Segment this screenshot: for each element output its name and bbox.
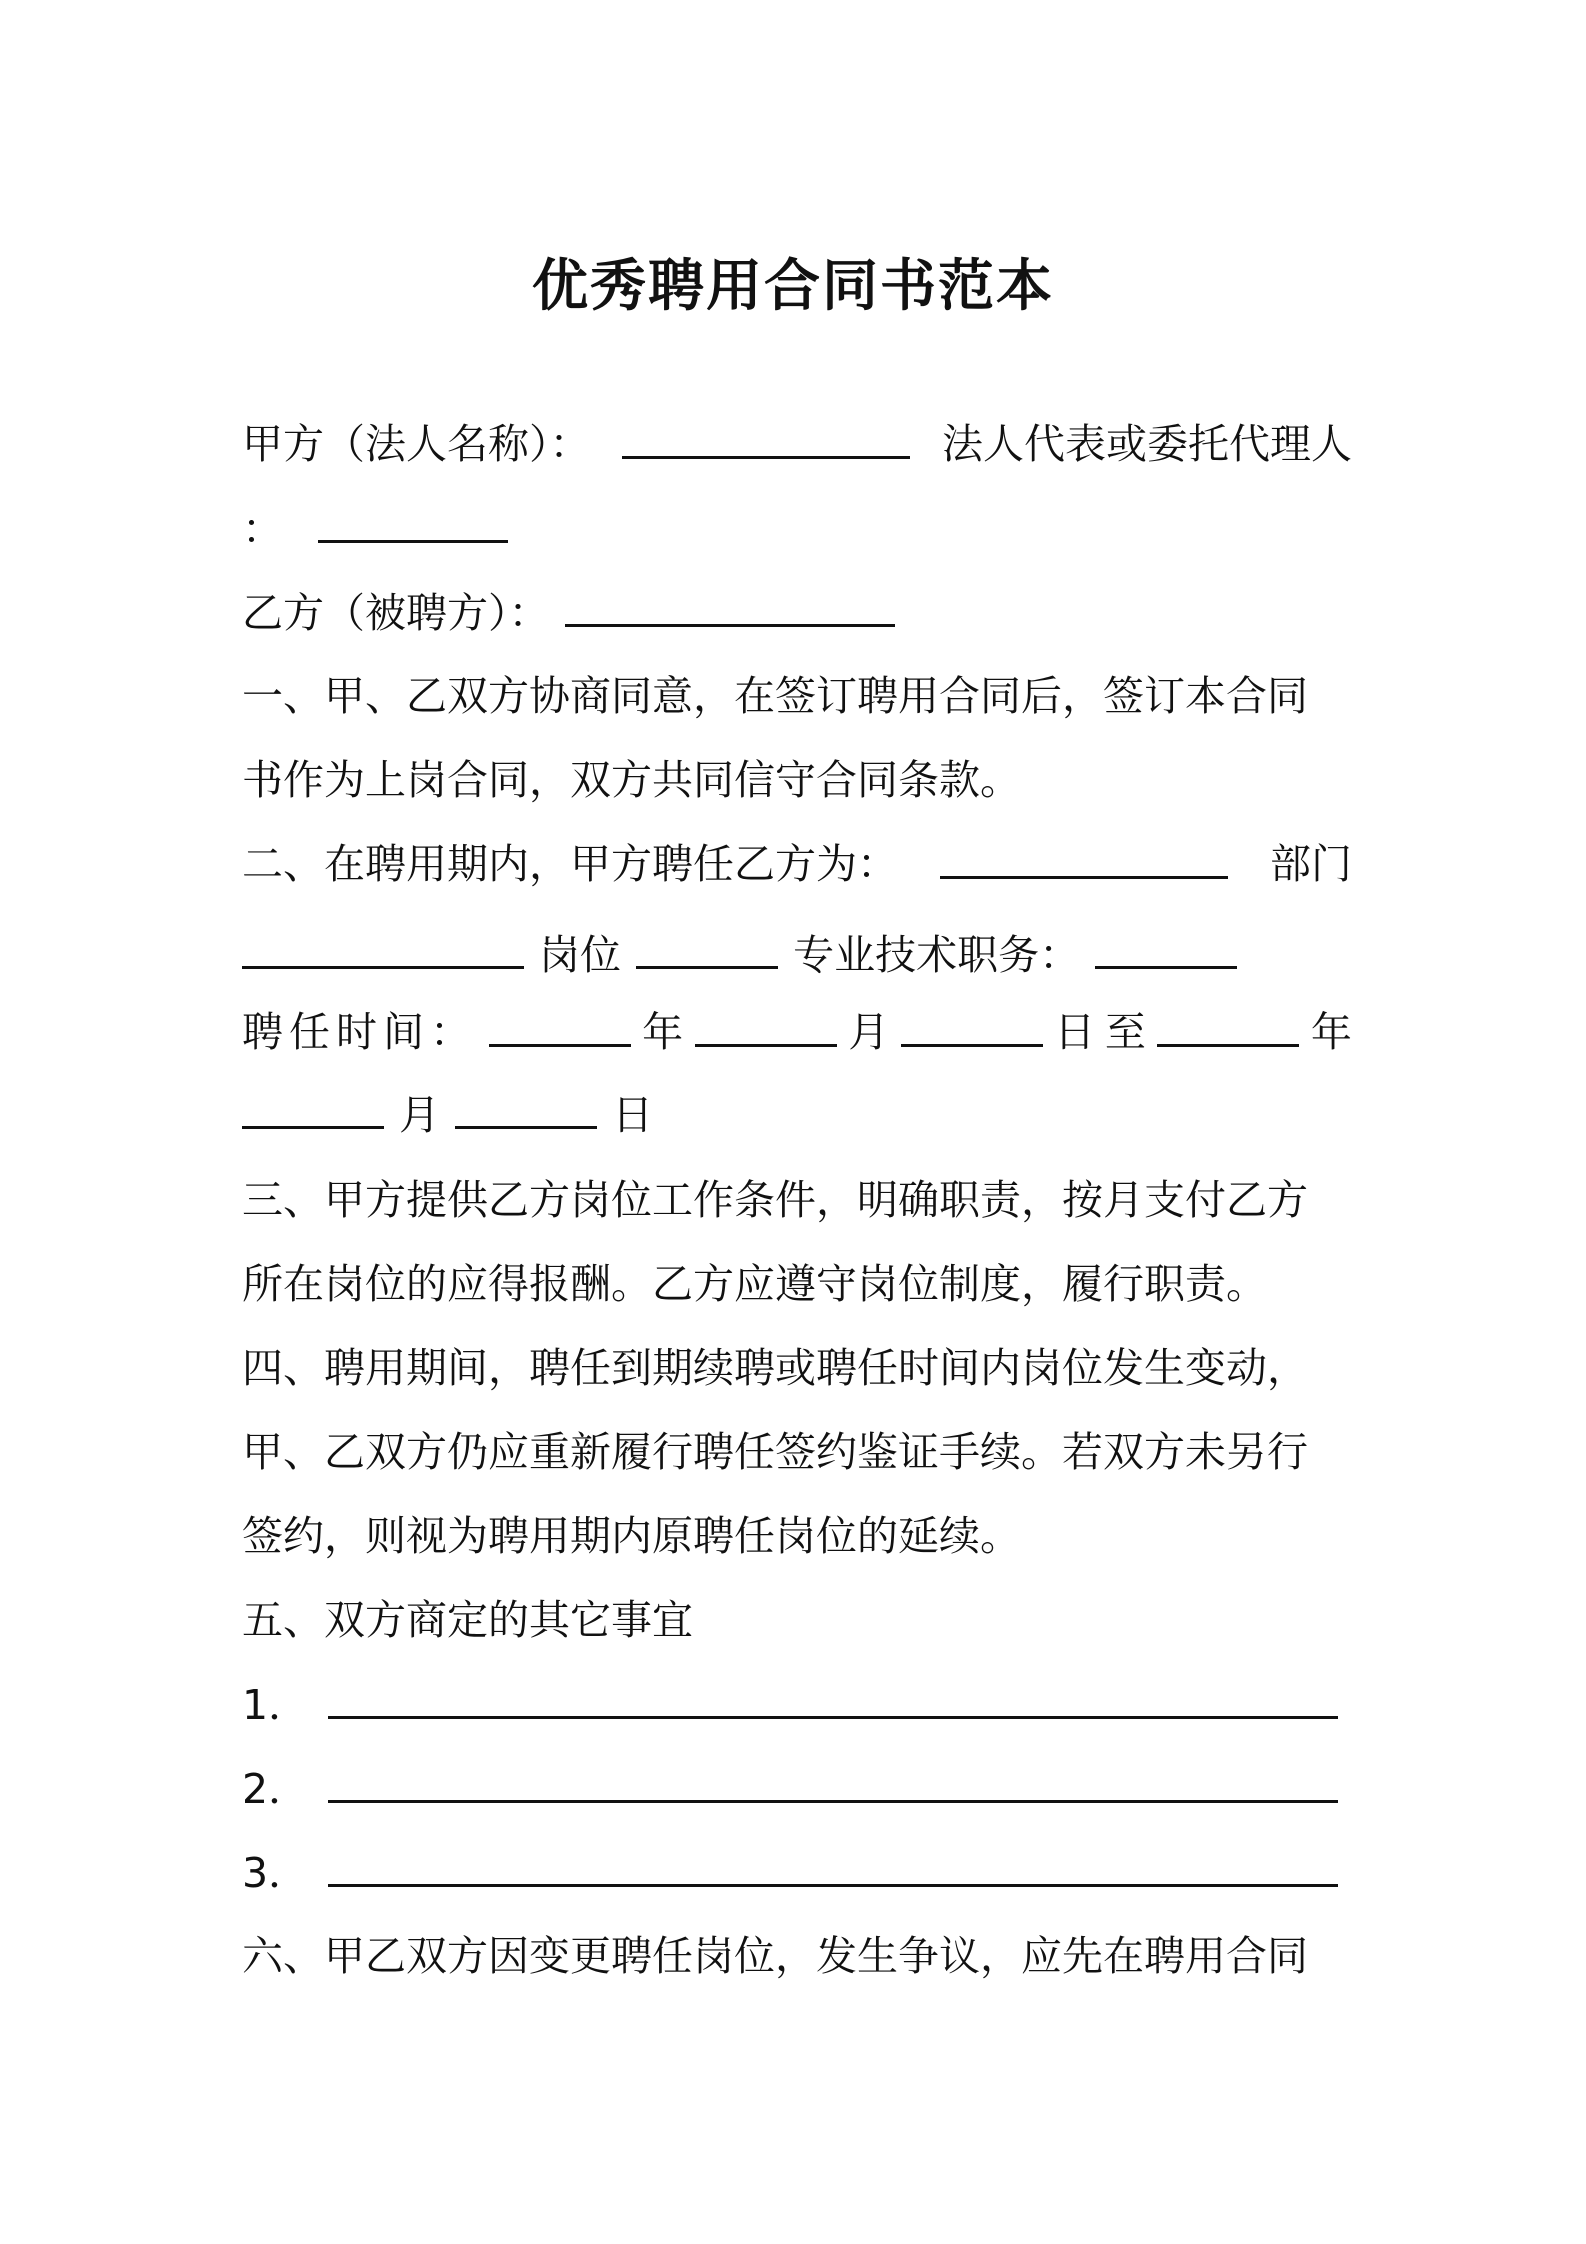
document-title: 优秀聘用合同书范本 [532, 254, 1054, 319]
clause-4-line-2: 甲、乙双方仍应重新履行聘任签约鉴证手续。若双方未另行 [242, 1428, 1308, 1476]
clause-2-line-1 [242, 836, 1352, 892]
clause-2-unit-blank [940, 836, 1228, 879]
clause-2-line-2 [242, 926, 1352, 983]
clause-5-item-3 [242, 1844, 1352, 1901]
term-start-year-blank [489, 1004, 631, 1047]
clause-2-dept-label: 部门 [1270, 840, 1352, 888]
clause-1-line-2: 书作为上岗合同，双方共同信守合同条款。 [242, 756, 1021, 804]
term-end-month-blank [242, 1086, 384, 1129]
party-b-blank [565, 584, 895, 627]
term-start-month-blank [695, 1004, 837, 1047]
clause-2-post-blank [636, 926, 778, 969]
party-a-rep-line [242, 500, 1352, 557]
clause-2-post-label: 岗位 [539, 931, 622, 979]
term-start-day-blank [901, 1004, 1043, 1047]
clause-1-line-1: 一、甲、乙双方协商同意，在签订聘用合同后，签订本合同 [242, 672, 1308, 720]
item-3-blank [328, 1844, 1338, 1887]
party-a-rep-label: 法人代表或委托代理人 [942, 420, 1352, 468]
item-2-blank [328, 1760, 1338, 1803]
item-2-number: 2． [242, 1765, 310, 1813]
term-label: 聘任时间： [242, 1008, 477, 1056]
item-1-number: 1． [242, 1681, 310, 1729]
term-end-month-label: 月 [399, 1091, 441, 1139]
party-a-name-blank [622, 416, 910, 459]
clause-2-dept-blank [242, 926, 524, 969]
clause-4-line-1: 四、聘用期间，聘任到期续聘或聘任时间内岗位发生变动， [242, 1344, 1308, 1392]
clause-3-line-1: 三、甲方提供乙方岗位工作条件，明确职责，按月支付乙方 [242, 1176, 1308, 1224]
party-a-rep-colon: ： [242, 505, 283, 553]
clause-2-title-blank [1095, 926, 1237, 969]
clause-5-item-2 [242, 1760, 1352, 1817]
term-start-month-label: 月 [848, 1008, 890, 1056]
clause-2-prefix: 二、在聘用期内，甲方聘任乙方为： [242, 840, 898, 888]
clause-4-line-3: 签约，则视为聘用期内原聘任岗位的延续。 [242, 1512, 1021, 1560]
term-end-year-blank [1157, 1004, 1299, 1047]
clause-5-item-1 [242, 1676, 1352, 1733]
term-line-2 [242, 1086, 1352, 1143]
term-line-1 [242, 1004, 1352, 1060]
clause-3-line-2: 所在岗位的应得报酬。乙方应遵守岗位制度，履行职责。 [242, 1260, 1267, 1308]
party-a-label: 甲方（法人名称）： [242, 420, 591, 468]
party-b-line [242, 584, 1352, 641]
clause-5-heading: 五、双方商定的其它事宜 [242, 1596, 693, 1644]
term-end-year-label: 年 [1310, 1008, 1352, 1056]
term-start-day-label: 日 [1054, 1008, 1096, 1056]
party-a-line [242, 416, 1352, 472]
clause-6-line-1: 六、甲乙双方因变更聘任岗位，发生争议，应先在聘用合同 [242, 1932, 1308, 1980]
party-a-rep-blank [318, 500, 508, 543]
term-to-label: 至 [1104, 1008, 1146, 1056]
clause-2-title-label: 专业技术职务： [793, 931, 1081, 979]
term-start-year-label: 年 [642, 1008, 684, 1056]
term-end-day-blank [455, 1086, 597, 1129]
item-1-blank [328, 1676, 1338, 1719]
item-3-number: 3． [242, 1849, 310, 1897]
party-b-label: 乙方（被聘方）： [242, 589, 550, 637]
term-end-day-label: 日 [612, 1091, 654, 1139]
